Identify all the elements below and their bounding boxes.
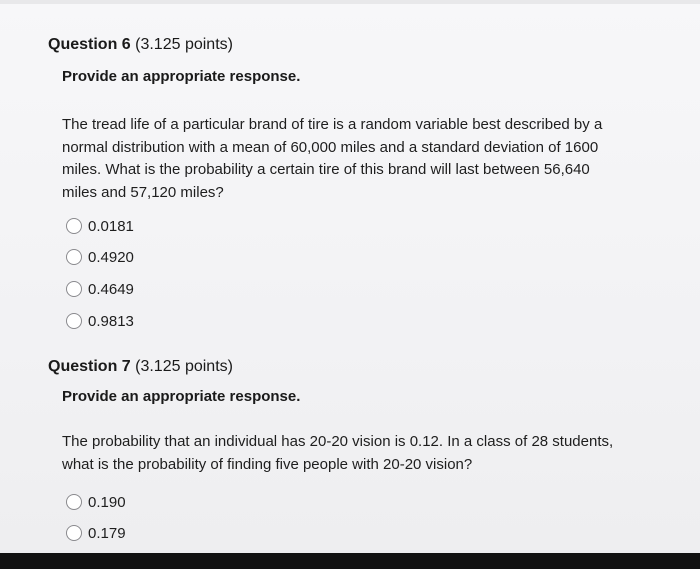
radio-button-icon[interactable]: [66, 281, 82, 297]
option-label: 0.9813: [88, 312, 134, 330]
question-6-option-3[interactable]: [66, 279, 134, 299]
question-7-option-1[interactable]: [66, 492, 126, 512]
option-label: 0.179: [88, 524, 126, 542]
question-7-text: The probability that an individual has 20-20 vision is 0.12. In a class of 28 students, what is the probability of finding five people with 20-20 vision?: [62, 433, 614, 473]
question-7-header: [48, 358, 233, 376]
option-label: 0.4920: [88, 248, 134, 266]
question-7-points: (3.125 points): [130, 358, 233, 375]
question-6-header: [48, 36, 233, 54]
top-edge: [0, 0, 700, 4]
question-7-option-2[interactable]: [66, 523, 126, 543]
question-6-points: (3.125 points): [130, 36, 233, 53]
question-6-text: The tread life of a particular brand of tire is a random variable best described by a normal distribution with a mean of 60,000 miles and a standard deviation of 1600 miles. What is the probability a certain tire of this brand will last between 56,640 miles and 57,120 miles?: [62, 116, 603, 201]
radio-button-icon[interactable]: [66, 313, 82, 329]
question-7-instruction: Provide an appropriate response.: [62, 388, 301, 405]
question-6-option-2[interactable]: [66, 247, 134, 267]
question-6-option-1[interactable]: [66, 216, 134, 236]
radio-button-icon[interactable]: [66, 249, 82, 265]
question-6-instruction: Provide an appropriate response.: [62, 68, 301, 85]
option-label: 0.190: [88, 493, 126, 511]
question-7-title: Question 7: [48, 358, 131, 375]
question-6-title: Question 6: [48, 36, 131, 53]
screen-bottom-edge: [0, 553, 700, 569]
radio-button-icon[interactable]: [66, 494, 82, 510]
radio-button-icon[interactable]: [66, 218, 82, 234]
option-label: 0.0181: [88, 217, 134, 235]
option-label: 0.4649: [88, 280, 134, 298]
question-6-option-4[interactable]: [66, 311, 134, 331]
radio-button-icon[interactable]: [66, 525, 82, 541]
